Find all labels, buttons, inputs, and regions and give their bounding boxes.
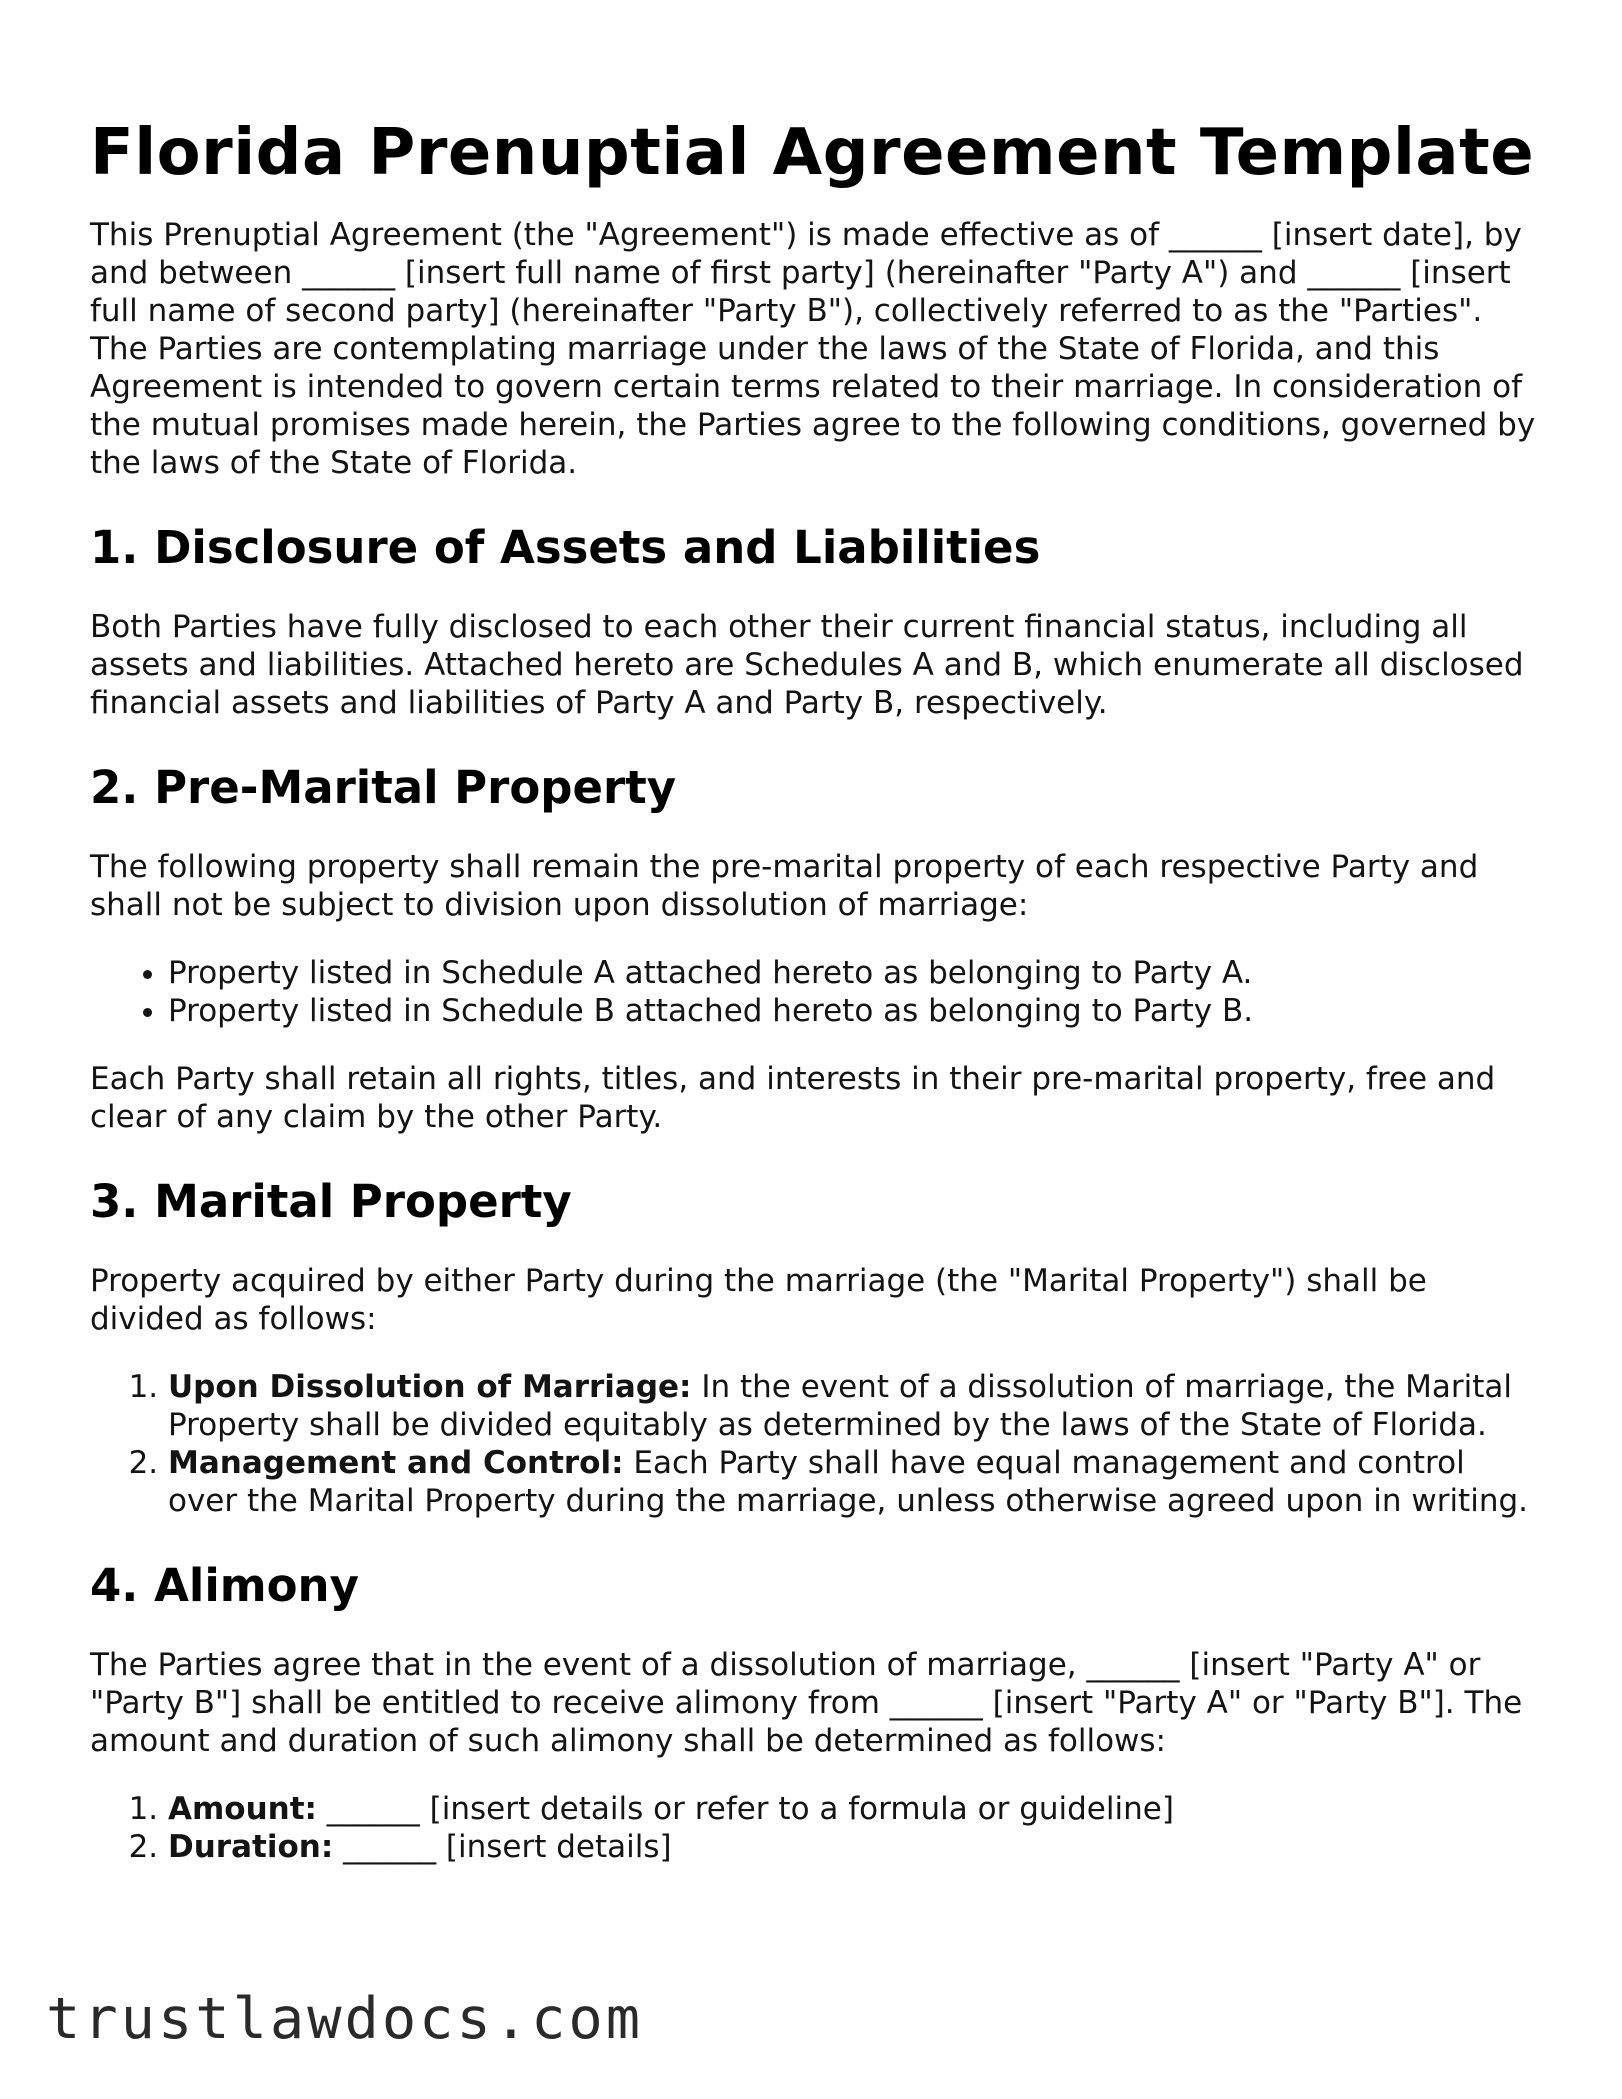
intro-paragraph: This Prenuptial Agreement (the "Agreement") is made effective as of ______ [insert date], by and between ______ [insert full name of first party] (hereinafter "Party A") and ______ [insert full name of second party] (hereinafter "Party B"), collectively referred to as the "Parties". The Parties are contemplating marriage under the laws of the State of Florida, and this Agreement is intended to govern certain terms related to their marriage. In consideration of the mutual promises made herein, the Parties agree to the following conditions, governed by the laws of the State of Florida. xyxy=(90,217,1536,481)
marital-numbered-list xyxy=(90,1368,1540,1520)
section-body-disclosure: Both Parties have fully disclosed to each other their current financial status, including all assets and liabilities. Attached hereto are Schedules A and B, which enumerate all disclosed financial assets and liabilities of Party A and Party B, respectively. xyxy=(90,609,1524,721)
list-item-term: Duration: xyxy=(168,1829,334,1865)
document-page xyxy=(90,108,1540,1896)
alimony-numbered-list xyxy=(90,1790,1540,1866)
watermark: trustlawdocs.com xyxy=(46,1986,644,2052)
list-item-term: Upon Dissolution of Marriage: xyxy=(168,1369,692,1405)
section-body-premarital: The following property shall remain the pre-marital property of each respective Party and shall not be subject to division upon dissolution of marriage: xyxy=(90,849,1479,923)
section-heading-premarital: 2. Pre-Marital Property xyxy=(90,761,677,814)
list-item-text: ______ [insert details] xyxy=(333,1829,672,1865)
section-heading-marital: 3. Marital Property xyxy=(90,1175,572,1228)
section-body-alimony: The Parties agree that in the event of a dissolution of marriage, ______ [insert "Party A" or "Party B"] shall be entitled to receive alimony from ______ [insert "Party A" or "Party B"]. The amount and duration of such alimony shall be determined as follows: xyxy=(90,1647,1523,1759)
list-item-term: Amount: xyxy=(168,1791,317,1827)
premarital-bullet-list xyxy=(90,954,1540,1030)
list-item-text: In the event of a dissolution of marriage, the Marital Property shall be divided equitably as determined by the laws of the State of Florida. xyxy=(168,1369,1513,1443)
page-title: Florida Prenuptial Agreement Template xyxy=(90,116,1535,190)
section-closing-premarital: Each Party shall retain all rights, titles, and interests in their pre-marital property, free and clear of any claim by the other Party. xyxy=(90,1061,1496,1135)
list-item xyxy=(168,1368,1540,1444)
list-item xyxy=(168,1444,1540,1520)
list-item xyxy=(168,1828,1540,1866)
list-item xyxy=(168,1790,1540,1828)
list-item-text: Each Party shall have equal management and control over the Marital Property during the marriage, unless otherwise agreed upon in writing. xyxy=(168,1445,1529,1519)
list-item-text: ______ [insert details or refer to a formula or guideline] xyxy=(316,1791,1174,1827)
section-body-marital: Property acquired by either Party during the marriage (the "Marital Property") shall be divided as follows: xyxy=(90,1263,1427,1337)
section-heading-disclosure: 1. Disclosure of Assets and Liabilities xyxy=(90,521,1041,574)
list-item-term: Management and Control: xyxy=(168,1445,624,1481)
list-item: • Property listed in Schedule B attached hereto as belonging to Party B. xyxy=(168,992,1540,1030)
section-heading-alimony: 4. Alimony xyxy=(90,1559,359,1612)
list-item: • Property listed in Schedule A attached hereto as belonging to Party A. xyxy=(168,954,1540,992)
